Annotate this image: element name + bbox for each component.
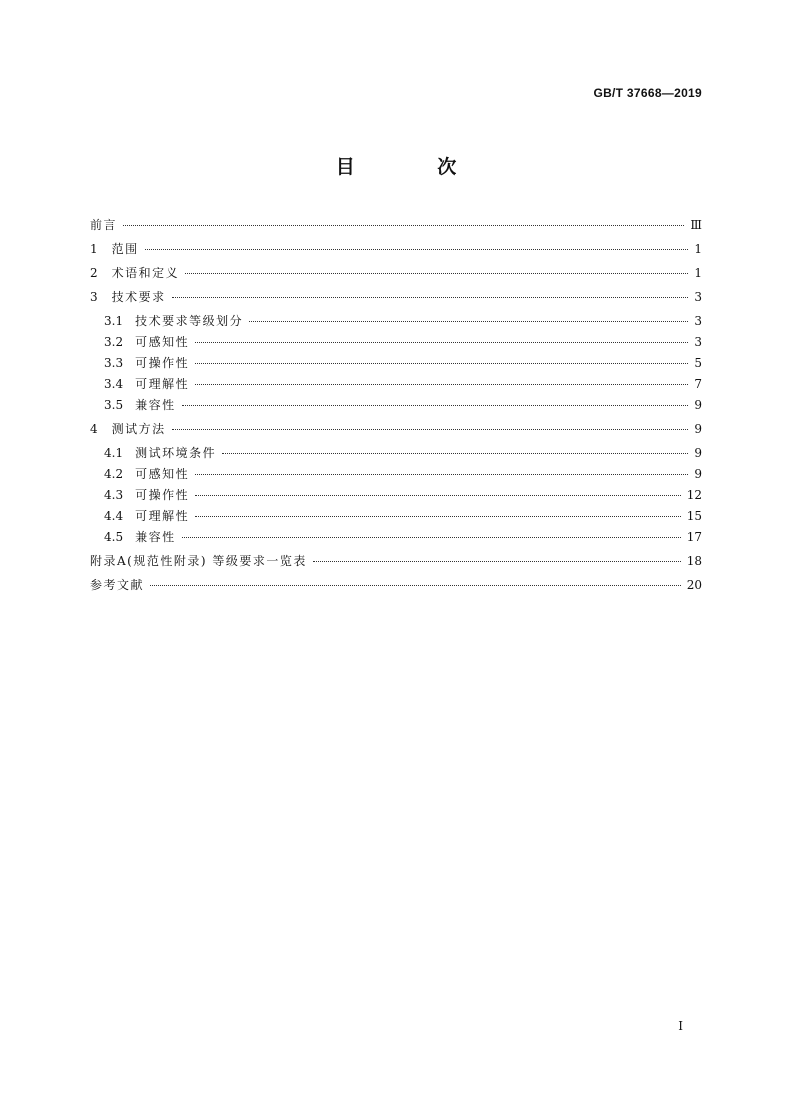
toc-entry-label: 前言: [90, 218, 118, 232]
toc-entry[interactable]: [90, 288, 702, 312]
page-number: I: [678, 1019, 683, 1033]
toc-entry-page: 20: [686, 578, 702, 592]
toc-entry-label: 可感知性: [135, 335, 190, 349]
toc-entry[interactable]: [90, 264, 702, 288]
toc-entry-page: 3: [694, 290, 702, 304]
toc-entry[interactable]: [90, 420, 702, 444]
toc-entry-page: 9: [694, 398, 702, 412]
toc-entry-label: 兼容性: [135, 530, 176, 544]
table-of-contents: [90, 216, 702, 600]
toc-entry-label: 术语和定义: [111, 266, 180, 280]
toc-entry-number: 3: [90, 290, 98, 304]
toc-entry-label: 技术要求: [111, 290, 166, 304]
toc-entry-number: 4: [90, 422, 98, 436]
toc-entry-number: 3.2: [104, 335, 124, 349]
toc-entry-page: 1: [694, 242, 702, 256]
toc-entry-number: 2: [90, 266, 98, 280]
toc-dot-leader: [195, 342, 688, 343]
toc-dot-leader: [182, 405, 688, 406]
toc-entry-label: 参考文献: [90, 578, 145, 592]
toc-entry-label: 可理解性: [135, 377, 190, 391]
toc-entry[interactable]: [90, 354, 702, 375]
toc-entry[interactable]: [90, 240, 702, 264]
toc-entry-number: 4.4: [104, 509, 124, 523]
toc-entry-page: 9: [694, 422, 702, 436]
toc-entry-label: 可感知性: [135, 467, 190, 481]
toc-entry-number: 4.2: [104, 467, 124, 481]
toc-entry[interactable]: [90, 576, 702, 600]
toc-entry[interactable]: [90, 465, 702, 486]
toc-entry-number: 3.4: [104, 377, 124, 391]
toc-entry[interactable]: [90, 216, 702, 240]
toc-entry[interactable]: [90, 552, 702, 576]
toc-entry-page: 3: [694, 335, 702, 349]
toc-entry-label: 可操作性: [135, 488, 190, 502]
toc-entry-label: 测试方法: [111, 422, 166, 436]
toc-entry-page: 3: [694, 314, 702, 328]
toc-entry-page: 12: [686, 488, 702, 502]
toc-entry-page: 5: [694, 356, 702, 370]
toc-title: 目 次: [335, 156, 495, 178]
toc-dot-leader: [249, 321, 688, 322]
toc-dot-leader: [195, 516, 681, 517]
toc-entry-label: 附录A(规范性附录) 等级要求一览表: [90, 554, 307, 568]
toc-entry-label: 可理解性: [135, 509, 190, 523]
toc-dot-leader: [185, 273, 688, 274]
toc-dot-leader: [195, 495, 681, 496]
toc-entry-page: 9: [694, 467, 702, 481]
toc-entry[interactable]: [90, 528, 702, 549]
toc-entry-number: 4.5: [104, 530, 124, 544]
toc-entry-number: 4.1: [104, 446, 124, 460]
toc-entry-label: 范围: [111, 242, 139, 256]
toc-entry-number: 3.3: [104, 356, 124, 370]
toc-entry-page: Ⅲ: [690, 218, 702, 232]
toc-entry-label: 测试环境条件: [135, 446, 217, 460]
toc-dot-leader: [145, 249, 688, 250]
toc-entry-page: 7: [694, 377, 702, 391]
standard-code: GB/T 37668—2019: [593, 86, 702, 100]
toc-dot-leader: [123, 225, 684, 226]
toc-entry-number: 4.3: [104, 488, 124, 502]
toc-entry-page: 9: [694, 446, 702, 460]
toc-entry[interactable]: [90, 375, 702, 396]
toc-entry[interactable]: [90, 486, 702, 507]
toc-dot-leader: [195, 474, 688, 475]
toc-dot-leader: [313, 561, 681, 562]
toc-dot-leader: [150, 585, 681, 586]
toc-entry-page: 17: [686, 530, 702, 544]
toc-entry-number: 3.5: [104, 398, 124, 412]
toc-entry-number: 3.1: [104, 314, 124, 328]
toc-entry-page: 18: [686, 554, 702, 568]
toc-entry-label: 可操作性: [135, 356, 190, 370]
toc-entry[interactable]: [90, 396, 702, 417]
toc-entry[interactable]: [90, 444, 702, 465]
toc-dot-leader: [222, 453, 688, 454]
toc-dot-leader: [172, 429, 688, 430]
toc-dot-leader: [182, 537, 681, 538]
toc-entry-page: 1: [694, 266, 702, 280]
toc-entry[interactable]: [90, 333, 702, 354]
toc-dot-leader: [172, 297, 688, 298]
toc-entry-label: 兼容性: [135, 398, 176, 412]
toc-entry-page: 15: [686, 509, 702, 523]
toc-entry-number: 1: [90, 242, 98, 256]
toc-entry[interactable]: [90, 507, 702, 528]
toc-dot-leader: [195, 384, 688, 385]
toc-entry[interactable]: [90, 312, 702, 333]
toc-dot-leader: [195, 363, 688, 364]
toc-entry-label: 技术要求等级划分: [135, 314, 244, 328]
